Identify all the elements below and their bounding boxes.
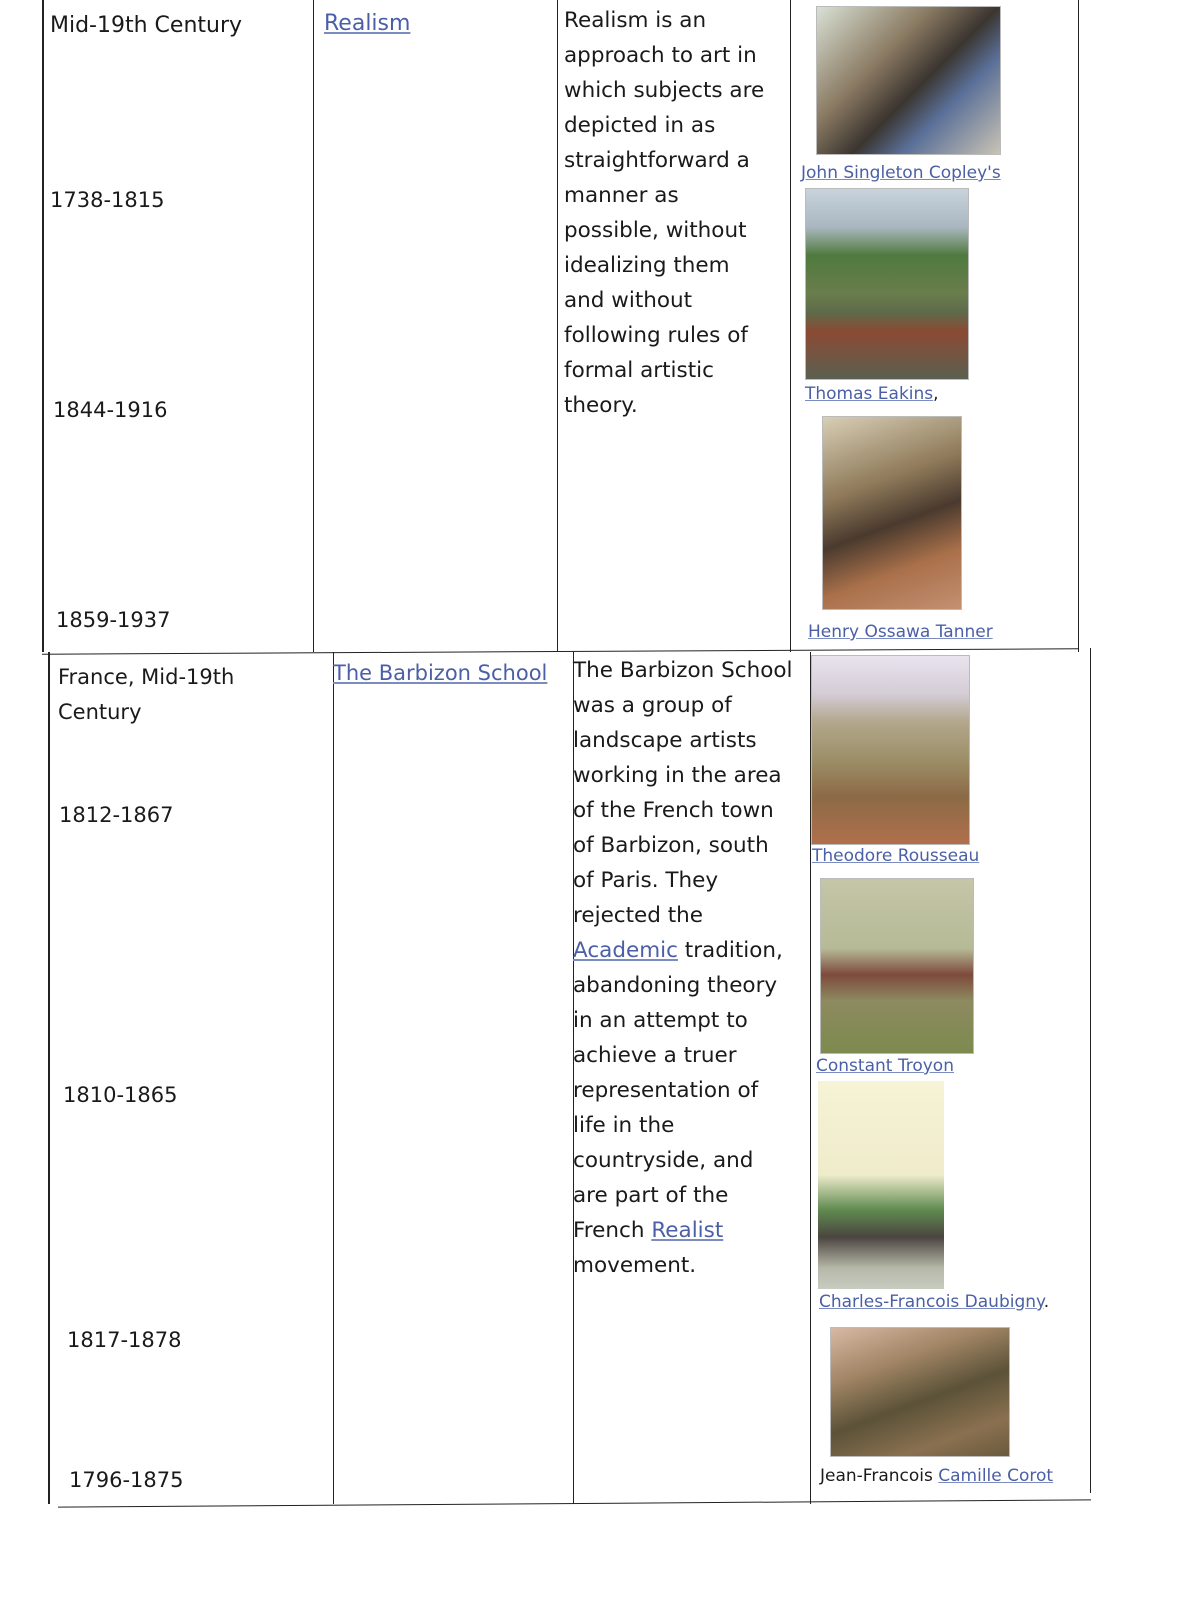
artist-caption bbox=[808, 622, 993, 642]
painting-copley bbox=[816, 6, 1001, 155]
artist-link-corot[interactable]: Camille Corot bbox=[938, 1466, 1054, 1486]
artist-caption: Thomas Eakins, bbox=[805, 384, 939, 404]
artist-dates: 1812-1867 bbox=[59, 803, 174, 827]
table-border bbox=[333, 652, 334, 1504]
table-border bbox=[58, 1499, 1091, 1507]
table-border bbox=[1090, 648, 1091, 1493]
artist-link-copley[interactable]: John Singleton Copley's bbox=[801, 163, 1001, 183]
artist-link-rousseau[interactable]: Theodore Rousseau bbox=[812, 846, 980, 866]
table-border bbox=[48, 652, 50, 1504]
table-border bbox=[557, 0, 558, 652]
painting-tanner bbox=[822, 416, 962, 610]
artist-caption: Charles-Francois Daubigny. bbox=[819, 1292, 1050, 1312]
table-border bbox=[313, 0, 314, 652]
artist-caption bbox=[801, 163, 1001, 183]
artist-dates: 1817-1878 bbox=[67, 1328, 182, 1352]
movement-description bbox=[564, 3, 776, 423]
realist-link[interactable]: Realist bbox=[651, 1218, 724, 1243]
academic-link[interactable]: Academic bbox=[573, 938, 678, 963]
table-border bbox=[790, 0, 791, 652]
artist-caption: Jean-Francois Camille Corot bbox=[820, 1466, 1054, 1486]
artist-link-tanner[interactable]: Henry Ossawa Tanner bbox=[808, 622, 993, 642]
movement-link-realism[interactable]: Realism bbox=[324, 11, 411, 36]
artist-dates: 1810-1865 bbox=[63, 1083, 178, 1107]
table-border bbox=[1078, 0, 1079, 652]
artist-dates: 1796-1875 bbox=[69, 1468, 184, 1492]
artist-caption bbox=[816, 1056, 954, 1076]
artist-dates: 1738-1815 bbox=[50, 188, 165, 212]
description-text: tradition, abandoning theory in an attempt to achieve a truer representation of life in the countryside, and are part of the French bbox=[573, 938, 783, 1243]
movement-description bbox=[573, 653, 793, 1283]
painting-eakins bbox=[805, 188, 969, 380]
table-border bbox=[42, 648, 1079, 654]
table-border bbox=[42, 0, 44, 652]
painting-corot bbox=[830, 1327, 1010, 1457]
artist-link-troyon[interactable]: Constant Troyon bbox=[816, 1056, 954, 1076]
artist-dates: 1859-1937 bbox=[56, 608, 171, 632]
description-text: The Barbizon School was a group of landscape artists working in the area of the French town of Barbizon, south of Paris. They rejected the bbox=[573, 658, 793, 928]
description-text: Realism is an approach to art in which subjects are depicted in as straightforward a manner as possible, without idealizing them and without following rules of formal artistic theory. bbox=[564, 8, 765, 418]
artist-link-daubigny[interactable]: Charles-Francois Daubigny bbox=[819, 1292, 1044, 1312]
painting-daubigny bbox=[818, 1081, 944, 1289]
artist-caption bbox=[812, 846, 979, 866]
description-text: movement. bbox=[573, 1253, 697, 1278]
painting-rousseau bbox=[811, 655, 970, 845]
movement-link-barbizon[interactable]: The Barbizon School bbox=[333, 661, 548, 685]
painting-troyon bbox=[820, 878, 974, 1054]
artist-link-eakins[interactable]: Thomas Eakins bbox=[805, 384, 934, 404]
artist-dates: 1844-1916 bbox=[53, 398, 168, 422]
period-label: Mid-19th Century bbox=[50, 13, 243, 38]
period-label: France, Mid-19th Century bbox=[58, 665, 235, 724]
